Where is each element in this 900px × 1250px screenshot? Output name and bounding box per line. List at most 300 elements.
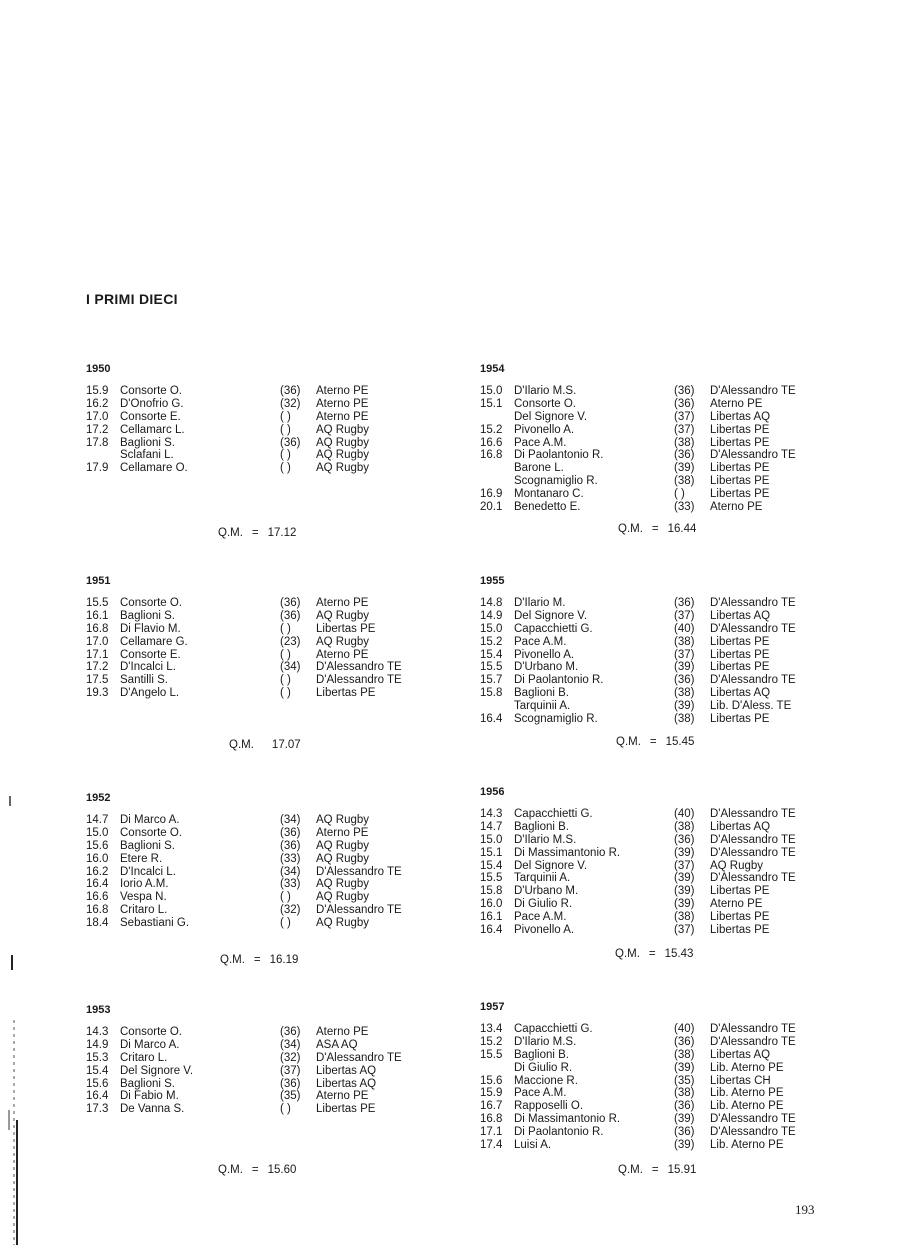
result-row: [86, 449, 426, 462]
result-time: 16.9: [480, 488, 503, 501]
result-time: 13.4: [480, 1023, 503, 1035]
birth-year: (34): [280, 661, 301, 674]
club-name: AQ Rugby: [710, 859, 764, 872]
result-row: [480, 821, 820, 834]
qm-value: 15.60: [267, 1164, 297, 1176]
result-row: [480, 808, 820, 821]
birth-year: ( ): [280, 622, 291, 635]
result-row: [480, 398, 820, 411]
club-name: AQ Rugby: [316, 852, 370, 865]
result-time: 15.5: [86, 597, 109, 609]
birth-year: (39): [674, 898, 695, 911]
club-name: Libertas PE: [710, 436, 770, 449]
result-time: 16.4: [480, 924, 503, 937]
club-name: D'Alessandro TE: [316, 661, 402, 674]
birth-year: (32): [280, 1051, 301, 1064]
club-name: Libertas AQ: [710, 687, 771, 700]
athlete-name: Pace A.M.: [514, 436, 567, 449]
club-name: Aterno PE: [316, 385, 369, 397]
results-list: [480, 808, 820, 937]
athlete-name: Consorte O.: [120, 826, 182, 839]
athlete-name: Pace A.M.: [514, 635, 567, 648]
club-name: Lib. D'Aless. TE: [710, 700, 792, 713]
season-block-1955: [480, 575, 820, 726]
qm-label: Q.M.: [616, 736, 641, 748]
athlete-name: Consorte O.: [120, 597, 182, 609]
birth-year: (36): [280, 385, 301, 397]
birth-year: (36): [674, 449, 695, 462]
birth-year: ( ): [280, 891, 291, 904]
birth-year: (23): [280, 635, 301, 648]
season-block-1950: [86, 363, 426, 475]
birth-year: (38): [674, 1048, 695, 1061]
club-name: ASA AQ: [316, 1038, 358, 1051]
results-list: [86, 597, 426, 700]
birth-year: (36): [674, 1035, 695, 1048]
birth-year: (38): [674, 635, 695, 648]
result-row: [86, 661, 426, 674]
athlete-name: Critaro L.: [120, 904, 168, 917]
athlete-name: Luisi A.: [514, 1139, 552, 1152]
result-row: [480, 661, 820, 674]
result-row: [86, 878, 426, 891]
result-time: 15.6: [480, 1074, 503, 1087]
result-row: [86, 597, 426, 610]
season-year: 1950: [86, 363, 111, 375]
athlete-name: Baglioni S.: [120, 1077, 175, 1090]
result-row: [480, 501, 820, 514]
average-line-1954: [618, 523, 696, 535]
birth-year: (39): [674, 462, 695, 475]
result-time: 15.2: [480, 1035, 503, 1048]
result-time: 17.4: [480, 1139, 503, 1152]
club-name: Aterno PE: [710, 898, 763, 911]
result-time: 14.7: [480, 820, 503, 833]
birth-year: (36): [674, 597, 695, 609]
birth-year: (38): [674, 820, 695, 833]
athlete-name: Pace A.M.: [514, 1087, 567, 1100]
athlete-name: Etere R.: [120, 852, 163, 865]
result-time: 16.7: [480, 1100, 503, 1113]
season-year: 1952: [86, 792, 111, 804]
athlete-name: Capacchietti G.: [514, 1023, 593, 1035]
club-name: Libertas PE: [316, 1103, 376, 1116]
birth-year: (35): [674, 1074, 695, 1087]
result-row: [480, 385, 820, 398]
birth-year: (36): [280, 597, 301, 609]
results-list: [86, 814, 426, 930]
club-name: D'Alessandro TE: [710, 1023, 796, 1035]
athlete-name: Cellamare O.: [120, 462, 188, 475]
result-time: 16.4: [86, 1090, 109, 1103]
athlete-name: Di Fabio M.: [120, 1090, 179, 1103]
athlete-name: Pace A.M.: [514, 911, 567, 924]
result-row: [86, 462, 426, 475]
season-year: 1953: [86, 1004, 111, 1016]
result-row: [480, 674, 820, 687]
club-name: D'Alessandro TE: [316, 674, 402, 687]
result-row: [86, 853, 426, 866]
qm-equals: =: [651, 523, 659, 535]
birth-year: (34): [280, 1038, 301, 1051]
result-time: 15.8: [480, 885, 503, 898]
result-time: 16.4: [86, 878, 109, 891]
result-row: [86, 636, 426, 649]
result-time: 15.0: [480, 385, 503, 397]
club-name: Libertas AQ: [710, 820, 771, 833]
season-block-1956: [480, 786, 820, 937]
result-row: [86, 385, 426, 398]
result-time: 15.4: [480, 859, 503, 872]
average-line-1953: [218, 1164, 296, 1176]
club-name: D'Alessandro TE: [710, 833, 796, 846]
birth-year: (39): [674, 1061, 695, 1074]
birth-year: (39): [674, 885, 695, 898]
birth-year: (38): [674, 687, 695, 700]
athlete-name: Cellamare G.: [120, 635, 188, 648]
birth-year: (37): [674, 609, 695, 622]
result-row: [480, 462, 820, 475]
average-line-1951: [229, 739, 301, 751]
result-row: [86, 674, 426, 687]
result-time: 15.9: [86, 385, 109, 397]
athlete-name: Di Paolantonio R.: [514, 449, 604, 462]
athlete-name: Montanaro C.: [514, 488, 584, 501]
birth-year: (39): [674, 700, 695, 713]
result-row: [86, 424, 426, 437]
club-name: D'Alessandro TE: [316, 1051, 402, 1064]
athlete-name: Benedetto E.: [514, 501, 581, 514]
result-time: 16.4: [480, 713, 503, 726]
athlete-name: Tarquinii A.: [514, 872, 571, 885]
result-row: [480, 1126, 820, 1139]
scanned-binding-edge: [0, 0, 26, 1245]
result-row: [480, 1113, 820, 1126]
result-time: 15.6: [86, 839, 109, 852]
birth-year: (40): [674, 808, 695, 820]
result-time: 17.0: [86, 635, 109, 648]
result-time: 15.0: [480, 622, 503, 635]
result-time: 14.9: [86, 1038, 109, 1051]
result-row: [480, 687, 820, 700]
result-time: 16.1: [480, 911, 503, 924]
club-name: Aterno PE: [316, 410, 369, 423]
birth-year: (32): [280, 904, 301, 917]
result-time: 18.4: [86, 917, 109, 930]
club-name: AQ Rugby: [316, 635, 370, 648]
birth-year: (40): [674, 1023, 695, 1035]
result-row: [86, 814, 426, 827]
season-year: 1956: [480, 786, 505, 798]
qm-label: Q.M.: [615, 948, 640, 960]
result-time: 15.5: [480, 1048, 503, 1061]
result-row: [86, 623, 426, 636]
result-row: [480, 1075, 820, 1088]
qm-equals: =: [251, 527, 259, 539]
result-time: 16.1: [86, 609, 109, 622]
athlete-name: D'Ilario M.S.: [514, 1035, 577, 1048]
birth-year: ( ): [280, 674, 291, 687]
qm-label: Q.M.: [618, 1164, 643, 1176]
result-time: 17.2: [86, 423, 109, 436]
result-row: [480, 1049, 820, 1062]
result-row: [86, 1065, 426, 1078]
result-row: [480, 1036, 820, 1049]
club-name: Libertas PE: [710, 462, 770, 475]
result-time: 16.8: [86, 904, 109, 917]
result-time: 15.6: [86, 1077, 109, 1090]
club-name: Libertas PE: [710, 713, 770, 726]
result-time: 16.0: [480, 898, 503, 911]
birth-year: ( ): [280, 648, 291, 661]
birth-year: (37): [280, 1064, 301, 1077]
birth-year: (34): [280, 814, 301, 826]
result-time: 15.5: [480, 661, 503, 674]
result-time: 17.1: [480, 1126, 503, 1139]
athlete-name: Di Flavio M.: [120, 622, 181, 635]
result-row: [480, 610, 820, 623]
result-row: [480, 847, 820, 860]
athlete-name: D'Urbano M.: [514, 885, 579, 898]
result-row: [86, 398, 426, 411]
club-name: D'Alessandro TE: [710, 846, 796, 859]
result-time: 14.9: [480, 609, 503, 622]
athlete-name: Sclafani L.: [120, 449, 174, 462]
club-name: D'Alessandro TE: [710, 872, 796, 885]
qm-value: 17.12: [267, 527, 297, 539]
athlete-name: Consorte O.: [514, 397, 576, 410]
season-year: 1954: [480, 363, 505, 375]
result-time: 16.2: [86, 865, 109, 878]
athlete-name: Del Signore V.: [514, 859, 588, 872]
birth-year: (36): [674, 1126, 695, 1139]
result-row: [86, 840, 426, 853]
club-name: Lib. Aterno PE: [710, 1087, 784, 1100]
birth-year: (36): [674, 674, 695, 687]
birth-year: (40): [674, 622, 695, 635]
athlete-name: Cellamarc L.: [120, 423, 185, 436]
athlete-name: De Vanna S.: [120, 1103, 185, 1116]
qm-value: 15.43: [664, 948, 694, 960]
qm-value: 16.19: [269, 954, 299, 966]
birth-year: (36): [280, 436, 301, 449]
athlete-name: Baglioni B.: [514, 820, 569, 833]
result-row: [86, 649, 426, 662]
qm-label: Q.M.: [218, 1164, 243, 1176]
athlete-name: Consorte O.: [120, 1026, 182, 1038]
birth-year: ( ): [280, 423, 291, 436]
qm-value: 16.44: [667, 523, 697, 535]
athlete-name: Di Paolantonio R.: [514, 674, 604, 687]
club-name: D'Alessandro TE: [710, 1035, 796, 1048]
birth-year: ( ): [280, 410, 291, 423]
club-name: D'Alessandro TE: [710, 622, 796, 635]
result-row: [480, 475, 820, 488]
result-time: 15.0: [86, 826, 109, 839]
club-name: Aterno PE: [316, 1090, 369, 1103]
result-time: 15.5: [480, 872, 503, 885]
club-name: Libertas AQ: [316, 1064, 377, 1077]
athlete-name: Capacchietti G.: [514, 808, 593, 820]
result-row: [480, 898, 820, 911]
qm-value: 15.91: [667, 1164, 697, 1176]
result-row: [480, 1062, 820, 1075]
result-time: 16.8: [480, 1113, 503, 1126]
results-list: [86, 1026, 426, 1116]
result-time: 16.0: [86, 852, 109, 865]
club-name: Lib. Aterno PE: [710, 1100, 784, 1113]
qm-value: 15.45: [665, 736, 695, 748]
average-line-1952: [220, 954, 298, 966]
result-time: 15.1: [480, 397, 503, 410]
athlete-name: Sebastiani G.: [120, 917, 190, 930]
qm-label: Q.M.: [218, 527, 243, 539]
result-row: [480, 911, 820, 924]
qm-equals: =: [648, 948, 656, 960]
club-name: AQ Rugby: [316, 449, 370, 462]
club-name: Aterno PE: [710, 397, 763, 410]
club-name: D'Alessandro TE: [710, 1113, 796, 1126]
result-row: [480, 885, 820, 898]
athlete-name: D'Incalci L.: [120, 865, 176, 878]
birth-year: (36): [280, 826, 301, 839]
club-name: Libertas AQ: [316, 1077, 377, 1090]
club-name: Libertas PE: [316, 622, 376, 635]
athlete-name: Di Massimantonio R.: [514, 846, 621, 859]
result-time: 16.2: [86, 397, 109, 410]
result-time: 15.1: [480, 846, 503, 859]
club-name: Libertas AQ: [710, 609, 771, 622]
result-row: [86, 827, 426, 840]
birth-year: (34): [280, 865, 301, 878]
result-time: 17.2: [86, 661, 109, 674]
birth-year: (38): [674, 436, 695, 449]
birth-year: (38): [674, 475, 695, 488]
athlete-name: Consorte E.: [120, 648, 181, 661]
result-row: [86, 891, 426, 904]
qm-label: Q.M.: [618, 523, 643, 535]
club-name: Aterno PE: [316, 597, 369, 609]
athlete-name: Baglioni S.: [120, 609, 175, 622]
club-name: Aterno PE: [316, 1026, 369, 1038]
result-row: [86, 1103, 426, 1116]
qm-equals: =: [251, 1164, 259, 1176]
result-time: 16.6: [86, 891, 109, 904]
club-name: D'Alessandro TE: [710, 674, 796, 687]
birth-year: (39): [674, 872, 695, 885]
result-row: [480, 1100, 820, 1113]
season-block-1951: [86, 575, 426, 700]
season-block-1953: [86, 1004, 426, 1116]
season-block-1957: [480, 1001, 820, 1152]
club-name: Libertas PE: [710, 475, 770, 488]
birth-year: (38): [674, 911, 695, 924]
result-time: 15.4: [86, 1064, 109, 1077]
qm-equals: =: [649, 736, 657, 748]
result-row: [86, 1090, 426, 1103]
club-name: AQ Rugby: [316, 917, 370, 930]
club-name: Lib. Aterno PE: [710, 1139, 784, 1152]
birth-year: (37): [674, 859, 695, 872]
athlete-name: Di Massimantonio R.: [514, 1113, 621, 1126]
result-row: [480, 713, 820, 726]
result-row: [86, 904, 426, 917]
page-number: 193: [795, 1202, 815, 1217]
result-row: [86, 437, 426, 450]
birth-year: ( ): [280, 917, 291, 930]
athlete-name: Rapposelli O.: [514, 1100, 584, 1113]
club-name: Libertas AQ: [710, 410, 771, 423]
athlete-name: D'Urbano M.: [514, 661, 579, 674]
club-name: Aterno PE: [316, 397, 369, 410]
result-row: [480, 1139, 820, 1152]
result-time: 15.4: [480, 648, 503, 661]
average-line-1957: [618, 1164, 696, 1176]
qm-value: 17.07: [271, 739, 301, 751]
result-row: [480, 872, 820, 885]
club-name: Libertas PE: [710, 661, 770, 674]
results-list: [480, 1023, 820, 1152]
birth-year: (39): [674, 846, 695, 859]
birth-year: (36): [280, 609, 301, 622]
result-row: [480, 411, 820, 424]
qm-label: Q.M.: [229, 739, 254, 751]
result-row: [86, 1039, 426, 1052]
results-list: [480, 385, 820, 514]
club-name: Lib. Aterno PE: [710, 1061, 784, 1074]
athlete-name: Di Giulio R.: [514, 898, 573, 911]
result-row: [86, 1052, 426, 1065]
result-time: 15.2: [480, 635, 503, 648]
club-name: D'Alessandro TE: [710, 808, 796, 820]
result-row: [86, 1078, 426, 1091]
average-line-1950: [218, 527, 296, 539]
result-row: [86, 411, 426, 424]
result-row: [86, 687, 426, 700]
club-name: AQ Rugby: [316, 839, 370, 852]
athlete-name: Di Marco A.: [120, 814, 180, 826]
result-time: 14.3: [86, 1026, 109, 1038]
season-year: 1951: [86, 575, 111, 587]
result-row: [480, 649, 820, 662]
athlete-name: Consorte E.: [120, 410, 181, 423]
club-name: Libertas CH: [710, 1074, 771, 1087]
athlete-name: Del Signore V.: [120, 1064, 194, 1077]
club-name: D'Alessandro TE: [316, 865, 402, 878]
result-row: [86, 1026, 426, 1039]
athlete-name: D'Incalci L.: [120, 661, 176, 674]
club-name: AQ Rugby: [316, 436, 370, 449]
season-block-1954: [480, 363, 820, 514]
result-row: [480, 700, 820, 713]
club-name: D'Alessandro TE: [710, 449, 796, 462]
results-list: [86, 385, 426, 475]
athlete-name: Capacchietti G.: [514, 622, 593, 635]
result-time: 20.1: [480, 501, 503, 514]
birth-year: (32): [280, 397, 301, 410]
birth-year: (37): [674, 924, 695, 937]
result-row: [480, 424, 820, 437]
result-row: [480, 623, 820, 636]
club-name: Libertas AQ: [710, 1048, 771, 1061]
birth-year: (36): [674, 1100, 695, 1113]
athlete-name: D'Ilario M.: [514, 597, 566, 609]
club-name: Aterno PE: [710, 501, 763, 514]
athlete-name: Baglioni B.: [514, 1048, 569, 1061]
qm-equals: =: [253, 954, 261, 966]
club-name: D'Alessandro TE: [710, 1126, 796, 1139]
result-row: [480, 597, 820, 610]
